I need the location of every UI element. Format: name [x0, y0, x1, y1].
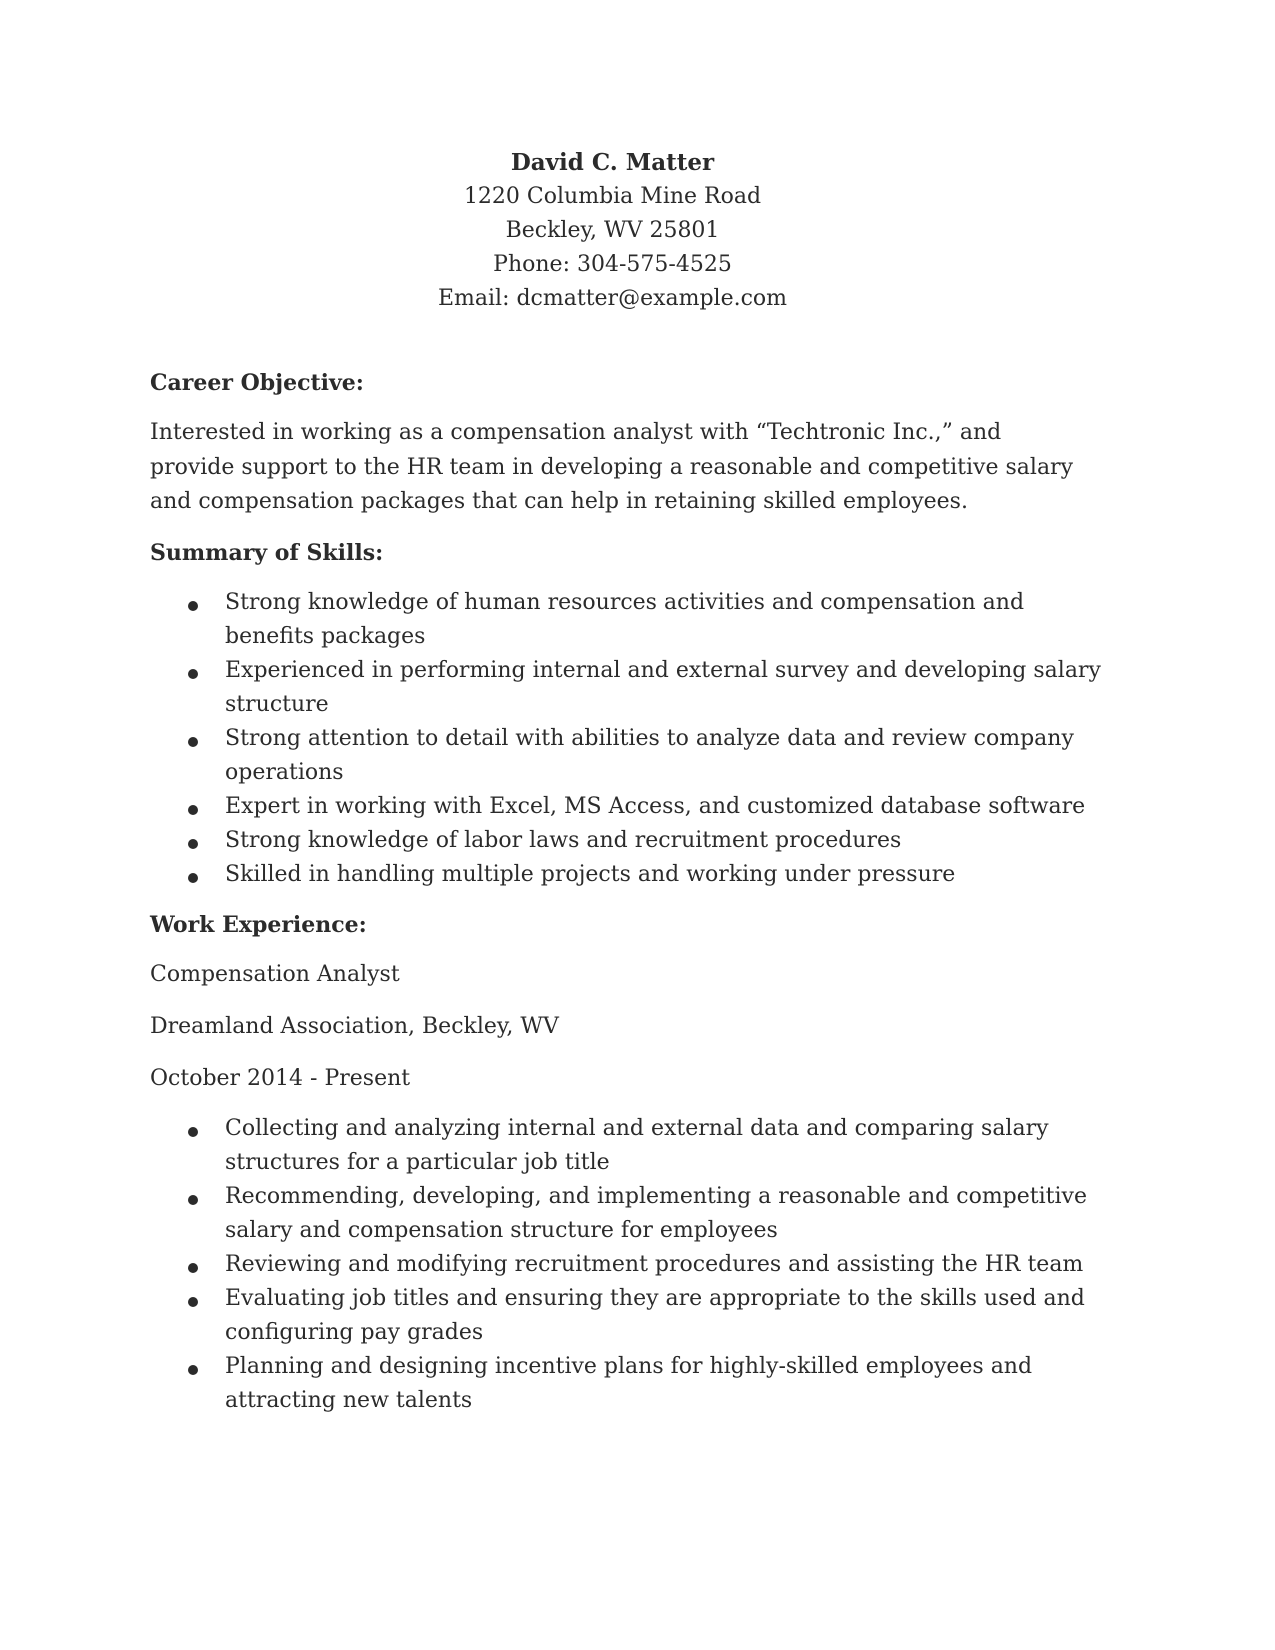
bullet-icon: [188, 873, 198, 883]
skill-item-text: Expert in working with Excel, MS Access, and customized database software: [225, 793, 1086, 819]
job-dates: October 2014 - Present: [150, 1065, 411, 1091]
address-line-1: 1220 Columbia Mine Road: [463, 184, 762, 209]
duty-item-text: Collecting and analyzing internal and external data and comparing salary structures for a particular job title: [225, 1115, 1049, 1175]
bullet-icon: [188, 669, 198, 679]
skills-list: [150, 586, 1125, 892]
bullet-icon: [188, 1195, 198, 1205]
duty-item: [150, 1112, 1105, 1180]
skill-item-text: Strong attention to detail with abilities to analyze data and review company operations: [225, 725, 1074, 785]
duty-item-text: Evaluating job titles and ensuring they are appropriate to the skills used and configuring pay grades: [225, 1285, 1085, 1345]
bullet-icon: [188, 1127, 198, 1137]
skill-item-text: Strong knowledge of labor laws and recruitment procedures: [225, 827, 902, 853]
duty-item: [150, 1180, 1105, 1248]
bullet-icon: [188, 839, 198, 849]
skill-item: [150, 790, 1105, 824]
skills-heading: Summary of Skills:: [150, 539, 384, 566]
career-objective-text: Interested in working as a compensation analyst with “Techtronic Inc.,” and provide support to the HR team in developing a reasonable and competitive salary and compensation packages that can help in retaining skilled employees.: [150, 420, 1074, 514]
duty-item: [150, 1248, 1105, 1282]
skill-item: [150, 722, 1105, 790]
bullet-icon: [188, 805, 198, 815]
email-line: Email: dcmatter@example.com: [437, 286, 788, 311]
job-company: Dreamland Association, Beckley, WV: [150, 1013, 559, 1039]
work-experience-heading: Work Experience:: [150, 911, 367, 938]
resume-page: [150, 146, 1125, 1418]
address-line-2: Beckley, WV 25801: [505, 218, 720, 243]
phone-line: Phone: 304-575-4525: [493, 252, 732, 277]
bullet-icon: [188, 601, 198, 611]
skill-item-text: Skilled in handling multiple projects and working under pressure: [225, 861, 956, 887]
job-title: Compensation Analyst: [150, 961, 400, 987]
duty-item: [150, 1350, 1105, 1418]
duty-item-text: Reviewing and modifying recruitment procedures and assisting the HR team: [225, 1251, 1084, 1277]
duty-item-text: Recommending, developing, and implementing a reasonable and competitive salary and compensation structure for employees: [225, 1183, 1087, 1243]
duty-item: [150, 1282, 1105, 1350]
job-duties-list: [150, 1112, 1125, 1418]
career-objective-heading: Career Objective:: [150, 370, 364, 396]
skill-item: [150, 824, 1105, 858]
skill-item-text: Strong knowledge of human resources activities and compensation and benefits packages: [225, 589, 1025, 649]
skill-item: [150, 654, 1105, 722]
bullet-icon: [188, 1297, 198, 1307]
duty-item-text: Planning and designing incentive plans for highly-skilled employees and attracting new talents: [225, 1353, 1033, 1413]
candidate-name: David C. Matter: [510, 149, 715, 176]
bullet-icon: [188, 737, 198, 747]
bullet-icon: [188, 1365, 198, 1375]
skill-item: [150, 586, 1105, 654]
contact-header: [150, 146, 1075, 316]
skill-item-text: Experienced in performing internal and external survey and developing salary structure: [225, 657, 1101, 717]
skill-item: [150, 858, 1105, 892]
bullet-icon: [188, 1263, 198, 1273]
